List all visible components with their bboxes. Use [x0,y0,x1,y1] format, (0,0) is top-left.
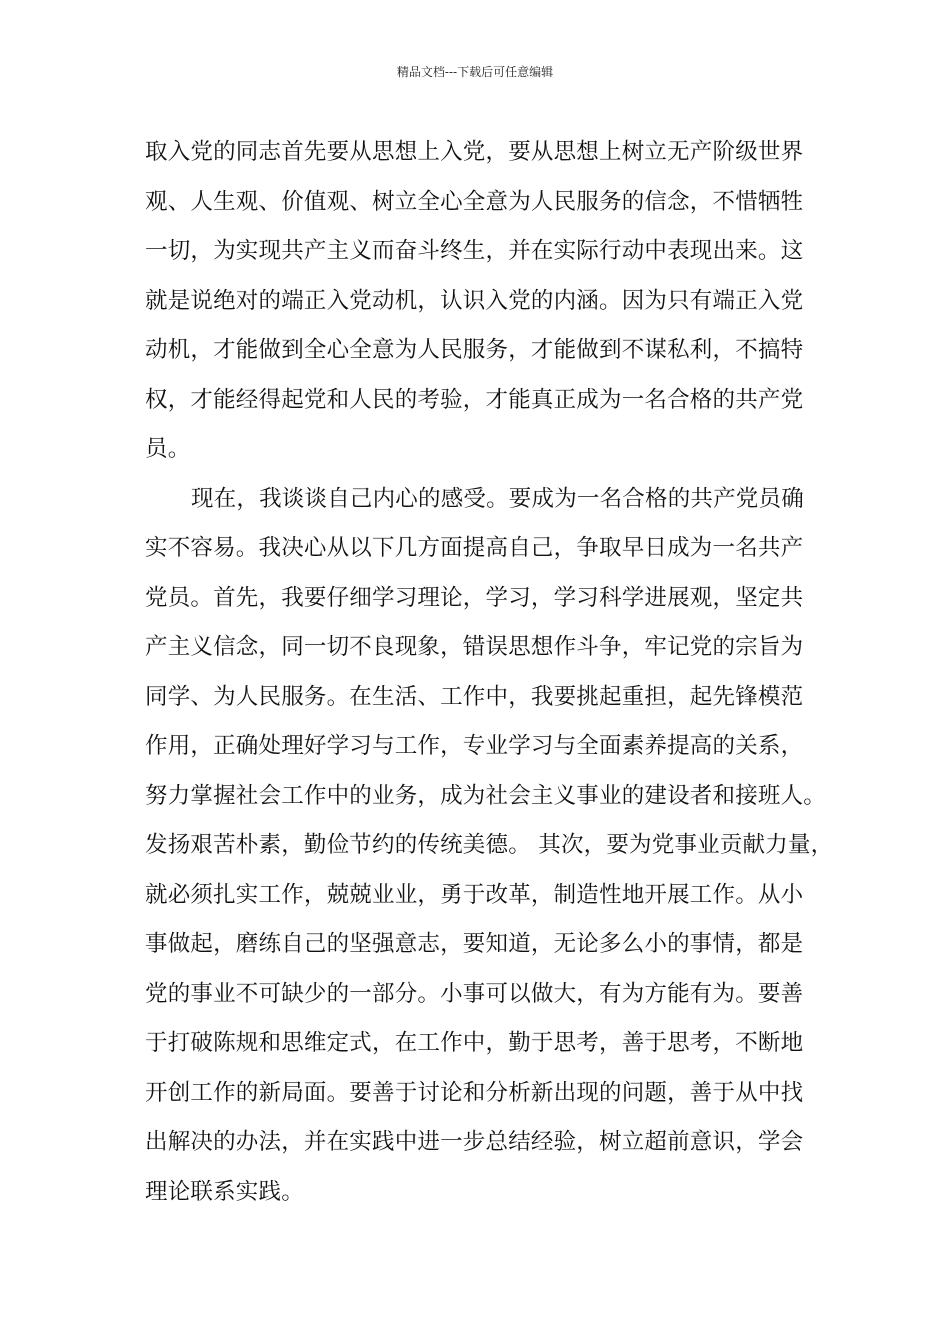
text-line: 取入党的同志首先要从思想上入党，要从思想上树立无产阶级世界 [145,139,804,165]
text-line: 党员。首先，我要仔细学习理论，学习，学习科学进展观，坚定共 [145,584,804,611]
text-line: 动机，才能做到全心全意为人民服务，才能做到不谋私利，不搞特 [145,337,804,363]
document-body [145,128,834,1217]
text-line: 作用，正确处理好学习与工作，专业学习与全面素养提高的关系， [145,733,804,759]
text-line: 理论联系实践。 [145,1178,304,1205]
text-line: 实不容易。我决心从以下几方面提高自己，争取早日成为一名共产 [145,535,804,561]
text-line: 观、人生观、价值观、树立全心全意为人民服务的信念，不惜牺牲 [145,188,804,215]
text-line: 就必须扎实工作，兢兢业业，勇于改革，制造性地开展工作。从小 [145,881,804,908]
text-line: 开创工作的新局面。要善于讨论和分析新出现的问题，善于从中找 [145,1079,804,1106]
text-line: 事做起，磨练自己的坚强意志，要知道，无论多么小的事情，都是 [145,931,804,957]
text-line: 产主义信念，同一切不良现象，错误思想作斗争，牢记党的宗旨为 [145,634,804,660]
text-line: 党的事业不可缺少的一部分。小事可以做大，有为方能有为。要善 [145,980,804,1007]
text-line: 一切，为实现共产主义而奋斗终生，并在实际行动中表现出来。这 [145,238,804,264]
text-line: 于打破陈规和思维定式，在工作中，勤于思考，善于思考，不断地 [145,1030,804,1056]
text-line: 同学、为人民服务。在生活、工作中，我要挑起重担，起先锋模范 [145,683,804,710]
text-line: 就是说绝对的端正入党动机，认识入党的内涵。因为只有端正入党 [145,287,804,314]
text-line: 出解决的办法，并在实践中进一步总结经验，树立超前意识，学会 [145,1129,804,1155]
page-header: 精品文档---下载后可任意编辑 [396,65,554,79]
text-line: 员。 [145,436,191,462]
text-line: 努力掌握社会工作中的业务，成为社会主义事业的建设者和接班人。 [145,782,827,809]
text-line: 权，才能经得起党和人民的考验，才能真正成为一名合格的共产党 [145,386,804,413]
paragraph-2 [145,475,834,1218]
text-line: 发扬艰苦朴素，勤俭节约的传统美德。 其次，要为党事业贡献力量， [145,832,834,858]
text-line: 现在，我谈谈自己内心的感受。要成为一名合格的共产党员确 [191,485,804,512]
paragraph-1 [145,128,825,475]
